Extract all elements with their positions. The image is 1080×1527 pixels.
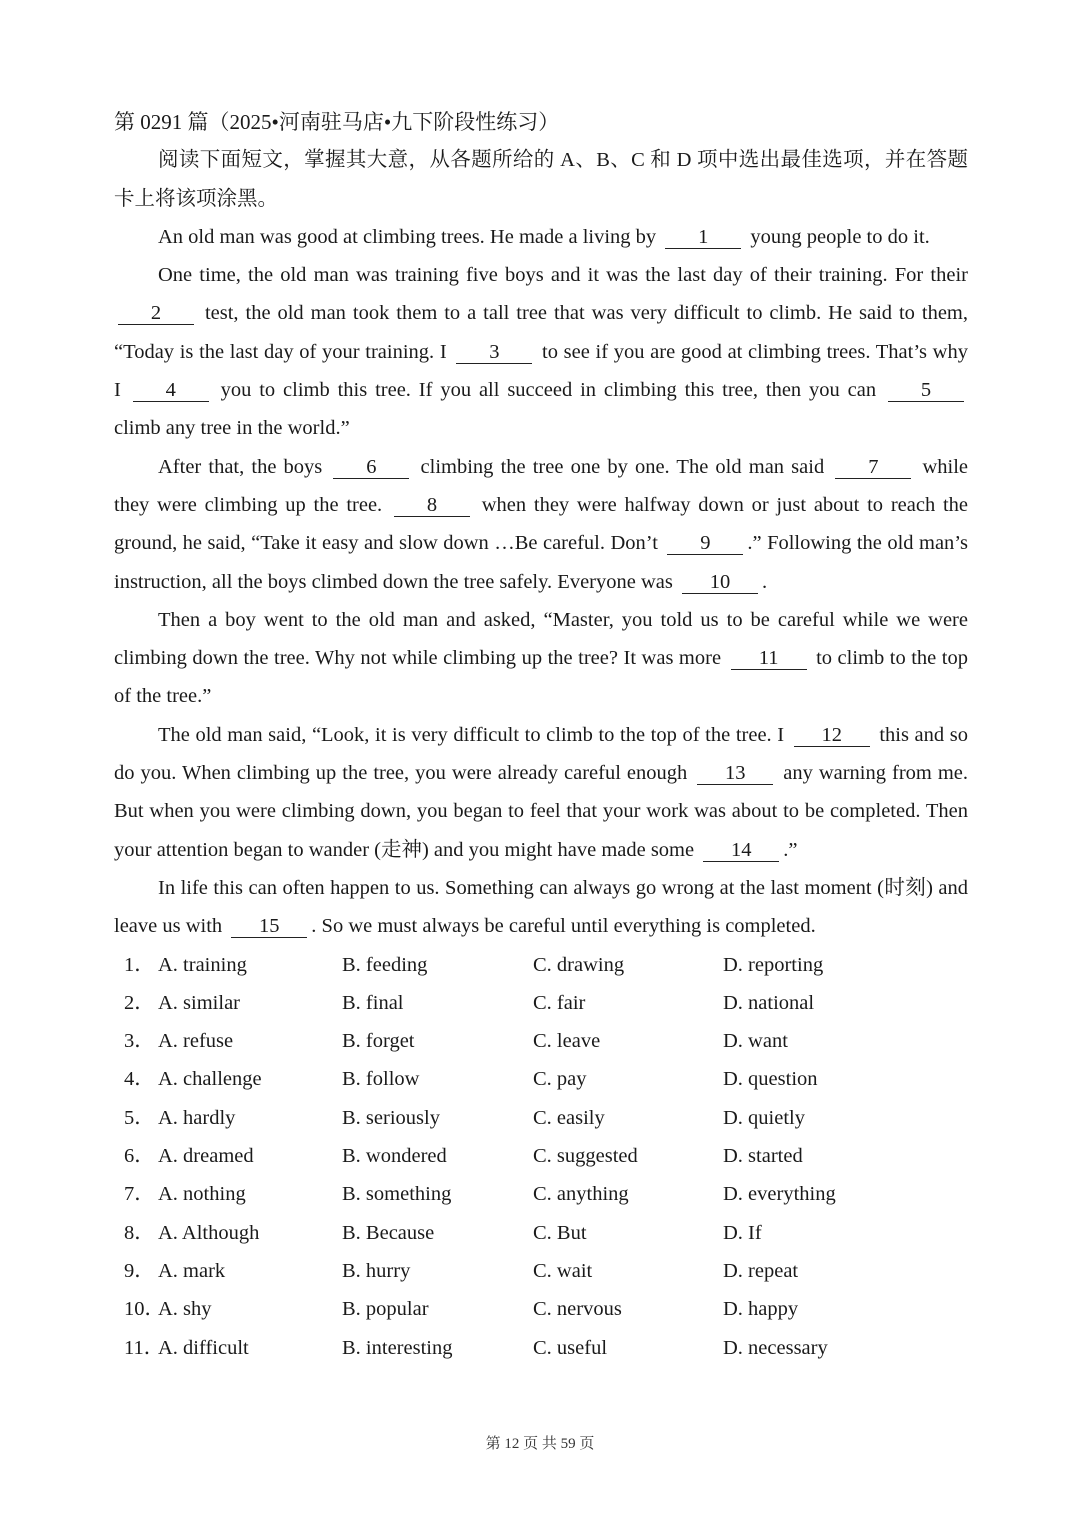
option-d: D. necessary — [723, 1336, 828, 1359]
option-b: B. interesting — [342, 1336, 453, 1359]
option-b: B. popular — [342, 1298, 429, 1321]
blank-11: 11 — [731, 647, 807, 670]
option-b: B. Because — [342, 1221, 435, 1244]
blank-8: 8 — [394, 494, 470, 517]
paragraph-text: this and so do you. When climbing up the tree, you were already careful enough — [114, 723, 968, 785]
blank-9: 9 — [667, 532, 743, 555]
instruction: 阅读下面短文，掌握其大意，从各题所给的 A、B、C 和 D 项中选出最佳选项，并在答题卡上将该项涂黑。 — [114, 149, 968, 210]
paragraph-text: .” — [783, 838, 798, 861]
option-a: A. training — [158, 953, 247, 976]
question-number: 7． — [124, 1183, 155, 1206]
paragraph-text: climbing the tree one by one. The old man said — [413, 455, 832, 478]
blank-7: 7 — [835, 456, 911, 479]
option-b: B. forget — [342, 1030, 415, 1053]
option-b: B. feeding — [342, 953, 428, 976]
option-c: C. wait — [533, 1259, 593, 1282]
option-d: D. reporting — [723, 953, 824, 976]
question-number: 9． — [124, 1259, 155, 1282]
option-d: D. everything — [723, 1183, 836, 1206]
passage-paragraph — [114, 716, 968, 869]
blank-5: 5 — [888, 379, 964, 402]
option-b: B. final — [342, 991, 404, 1014]
paragraph-text: you to climb this tree. If you all succeed in climbing this tree, then you can — [212, 379, 884, 402]
passage-paragraph — [114, 218, 968, 256]
question-number: 10． — [124, 1298, 165, 1321]
paragraph-text: An old man was good at climbing trees. He made a living by — [158, 225, 662, 248]
question-number: 2． — [124, 991, 155, 1014]
question-number: 6． — [124, 1145, 155, 1168]
option-c: C. drawing — [533, 953, 625, 976]
option-c: C. nervous — [533, 1298, 622, 1321]
option-b: B. hurry — [342, 1259, 411, 1282]
page-footer: 第 12 页 共 59 页 — [485, 1436, 595, 1452]
blank-13: 13 — [697, 762, 773, 785]
blank-6: 6 — [333, 456, 409, 479]
option-d: D. started — [723, 1145, 803, 1168]
option-a: A. dreamed — [158, 1145, 254, 1168]
paragraph-text: .” Following the old man’s instruction, all the boys climbed down the tree safely. Everyone was — [114, 532, 968, 593]
paragraph-text: test, the old man took them to a tall tree that was very difficult to climb. He said to them, “Today is the last day of your training. I — [114, 302, 968, 363]
blank-12: 12 — [794, 724, 870, 747]
option-c: C. easily — [533, 1106, 605, 1129]
paragraph-text: . So we must always be careful until everything is completed. — [311, 915, 816, 938]
option-a: A. challenge — [158, 1068, 262, 1091]
question-number: 3． — [124, 1030, 155, 1053]
blank-2: 2 — [118, 302, 194, 325]
option-b: B. seriously — [342, 1106, 440, 1129]
option-a: A. mark — [158, 1259, 226, 1282]
paragraph-text: In life this can often happen to us. Something can always go wrong at the last moment (时刻) and leave us with — [114, 876, 968, 938]
blank-14: 14 — [703, 839, 779, 862]
paragraph-text: One time, the old man was training five boys and it was the last day of their training. For their — [158, 264, 968, 287]
option-b: B. something — [342, 1183, 452, 1206]
question-number: 4． — [124, 1068, 155, 1091]
question-number: 5． — [124, 1106, 155, 1129]
paragraph-text: Then a boy went to the old man and asked, “Master, you told us to be careful while we were climbing down the tree. Why not while climbing up the tree? It was more — [114, 608, 968, 670]
paragraph-text: to see if you are good at climbing trees. That’s why I — [114, 340, 968, 402]
option-a: A. Although — [158, 1221, 260, 1244]
option-c: C. anything — [533, 1183, 629, 1206]
paragraph-text: while they were climbing up the tree. — [114, 455, 969, 516]
question-number: 11． — [124, 1336, 165, 1359]
blank-15: 15 — [231, 915, 307, 938]
option-c: C. pay — [533, 1068, 587, 1091]
passage-paragraph — [114, 256, 968, 447]
option-d: D. national — [723, 991, 815, 1014]
option-a: A. similar — [158, 991, 240, 1014]
option-c: C. suggested — [533, 1145, 638, 1168]
option-c: C. useful — [533, 1336, 608, 1359]
options-list — [114, 946, 968, 1367]
paragraph-text: climb any tree in the world.” — [114, 417, 350, 440]
option-a: A. nothing — [158, 1183, 246, 1206]
document-page — [114, 103, 968, 1367]
option-c: C. leave — [533, 1030, 601, 1053]
paragraph-text: when they were halfway down or just about to reach the ground, he said, “Take it easy and slow down …Be careful. Don’t — [114, 493, 968, 555]
option-d: D. repeat — [723, 1259, 799, 1282]
option-a: A. hardly — [158, 1106, 236, 1129]
paragraph-text: young people to do it. — [745, 225, 930, 248]
paragraph-text: to climb to the top of the tree.” — [114, 647, 968, 708]
blank-10: 10 — [682, 571, 758, 594]
option-a: A. shy — [158, 1298, 212, 1321]
passage-paragraph — [114, 448, 968, 601]
passage — [114, 218, 968, 946]
option-b: B. wondered — [342, 1145, 447, 1168]
paragraph-text: any warning from me. But when you were climbing down, you began to feel that your work was about to be completed. Then your attention began to wander (走神) and you might have made some — [114, 762, 968, 861]
question-number: 1． — [124, 953, 155, 976]
paragraph-text: After that, the boys — [158, 455, 330, 478]
passage-paragraph — [114, 869, 968, 946]
blank-1: 1 — [665, 226, 741, 249]
option-d: D. quietly — [723, 1106, 805, 1129]
passage-paragraph — [114, 601, 968, 716]
option-a: A. refuse — [158, 1030, 234, 1053]
blank-4: 4 — [133, 379, 209, 402]
option-d: D. question — [723, 1068, 818, 1091]
passage-title: 第 0291 篇（2025•河南驻马店•九下阶段性练习） — [114, 110, 560, 134]
question-number: 8． — [124, 1221, 155, 1244]
option-d: D. If — [723, 1221, 762, 1244]
option-d: D. want — [723, 1030, 788, 1053]
blank-3: 3 — [456, 341, 532, 364]
option-c: C. But — [533, 1221, 587, 1244]
option-a: A. difficult — [158, 1336, 249, 1359]
paragraph-text: . — [761, 570, 768, 593]
option-c: C. fair — [533, 991, 586, 1014]
paragraph-text: The old man said, “Look, it is very difficult to climb to the top of the tree. I — [158, 723, 790, 746]
option-d: D. happy — [723, 1298, 799, 1321]
option-b: B. follow — [342, 1068, 420, 1091]
